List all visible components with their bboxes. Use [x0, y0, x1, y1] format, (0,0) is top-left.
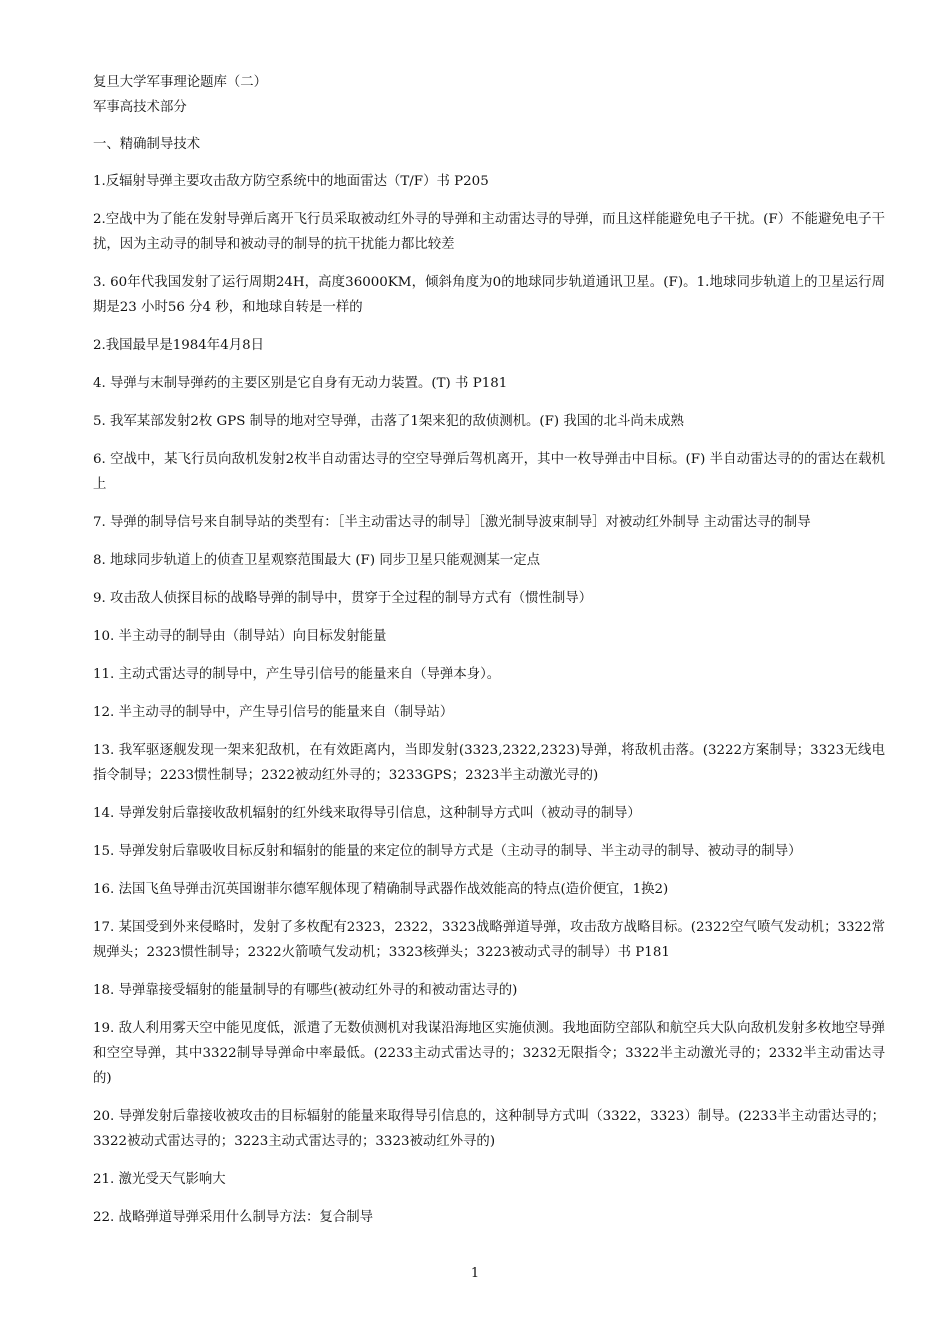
question-paragraph-17: 17. 某国受到外来侵略时，发射了多枚配有2323，2322，3323战略弹道导弹，攻击敌方战略目标。(2322空气喷气发动机；3322常规弹头；2323惯性制导；2322火箭喷气发动机；3323核弹头；3223被动式寻的制导）书 P181	[93, 920, 885, 960]
question-paragraph-21: 21. 激光受天气影响大	[93, 1172, 226, 1187]
question-paragraph-15: 15. 导弹发射后靠吸收目标反射和辐射的能量的来定位的制导方式是（主动寻的制导、半主动寻的制导、被动寻的制导）	[93, 844, 802, 859]
question-paragraph-22: 22. 战略弹道导弹采用什么制导方法：复合制导	[93, 1210, 373, 1225]
section-heading: 一、精确制导技术	[93, 137, 201, 152]
question-paragraph-5: 5. 我军某部发射2枚 GPS 制导的地对空导弹，击落了1架来犯的敌侦测机。(F) 我国的北斗尚未成熟	[93, 414, 684, 429]
question-paragraph-3: 3. 60年代我国发射了运行周期24H，高度36000KM，倾斜角度为0的地球同步轨道通讯卫星。(F)。1.地球同步轨道上的卫星运行周期是23 小时56 分4 秒，和地球自转是一样的	[93, 275, 885, 315]
question-paragraph-4: 4. 导弹与末制导弹药的主要区别是它自身有无动力装置。(T) 书 P181	[93, 376, 508, 391]
question-paragraph-7: 7. 导弹的制导信号来自制导站的类型有：［半主动雷达寻的制导］［激光制导波束制导］对被动红外制导 主动雷达寻的制导	[93, 515, 811, 530]
question-paragraph-1: 1.反辐射导弹主要攻击敌方防空系统中的地面雷达（T/F）书 P205	[93, 174, 489, 189]
question-paragraph-10: 10. 半主动寻的制导由（制导站）向目标发射能量	[93, 629, 387, 644]
question-paragraph-16: 16. 法国飞鱼导弹击沉英国谢菲尔德军舰体现了精确制导武器作战效能高的特点(造价便宜，1换2)	[93, 882, 669, 897]
question-paragraph-9: 9. 攻击敌人侦探目标的战略导弹的制导中，贯穿于全过程的制导方式有（惯性制导）	[93, 591, 593, 606]
question-paragraph-3-note: 2.我国最早是1984年4月8日	[93, 338, 265, 353]
question-paragraph-13: 13. 我军驱逐舰发现一架来犯敌机，在有效距离内，当即发射(3323,2322,2323)导弹，将敌机击落。(3222方案制导；3323无线电指令制导；2233惯性制导；2322被动红外寻的；3233GPS；2323半主动激光寻的)	[93, 743, 885, 783]
question-paragraph-11: 11. 主动式雷达寻的制导中，产生导引信号的能量来自（导弹本身）。	[93, 667, 501, 682]
question-paragraph-2: 2.空战中为了能在发射导弹后离开飞行员采取被动红外寻的导弹和主动雷达寻的导弹，而且这样能避免电子干扰。(F）不能避免电子干扰，因为主动寻的制导和被动寻的制导的抗干扰能力都比较差	[93, 212, 885, 252]
document-body	[93, 70, 885, 1243]
page-number: 1	[470, 1266, 480, 1281]
question-paragraph-19: 19. 敌人利用雾天空中能见度低，派遣了无数侦测机对我谋沿海地区实施侦测。我地面防空部队和航空兵大队向敌机发射多枚地空导弹和空空导弹，其中3322制导导弹命中率最低。(2233主动式雷达寻的；3232无限指令；3322半主动激光寻的；2332半主动雷达寻的)	[93, 1021, 885, 1086]
question-paragraph-8: 8. 地球同步轨道上的侦查卫星观察范围最大 (F) 同步卫星只能观测某一定点	[93, 553, 541, 568]
document-title: 复旦大学军事理论题库（二）	[93, 75, 268, 90]
question-paragraph-20: 20. 导弹发射后靠接收被攻击的目标辐射的能量来取得导引信息的，这种制导方式叫（3322，3323）制导。(2233半主动雷达寻的；3322被动式雷达寻的；3223主动式雷达寻的；3323被动红外寻的)	[93, 1109, 885, 1149]
question-paragraph-6: 6. 空战中，某飞行员向敌机发射2枚半自动雷达寻的空空导弹后驾机离开，其中一枚导弹击中目标。(F) 半自动雷达寻的的雷达在载机上	[93, 452, 885, 492]
question-paragraph-18: 18. 导弹靠接受辐射的能量制导的有哪些(被动红外寻的和被动雷达寻的)	[93, 983, 518, 998]
document-subtitle: 军事高技术部分	[93, 100, 187, 115]
question-paragraph-14: 14. 导弹发射后靠接收敌机辐射的红外线来取得导引信息，这种制导方式叫（被动寻的制导）	[93, 806, 641, 821]
question-paragraph-12: 12. 半主动寻的制导中，产生导引信号的能量来自（制导站）	[93, 705, 454, 720]
